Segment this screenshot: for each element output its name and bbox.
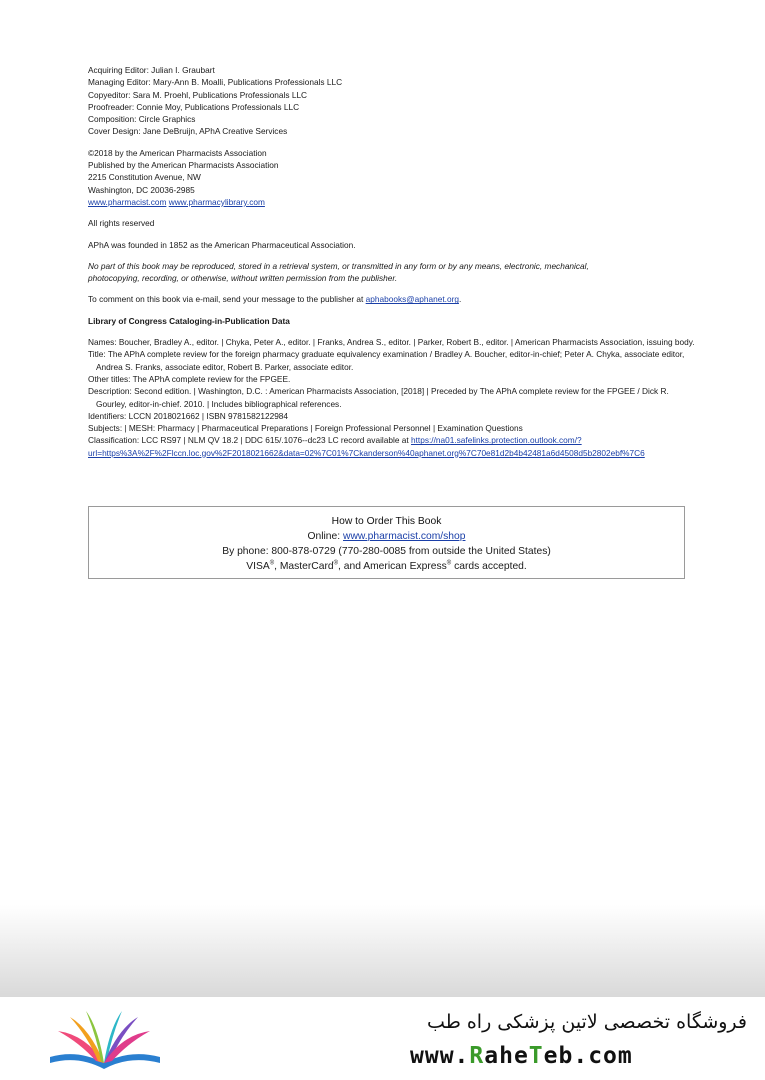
cip-description: Description: Second edition. | Washington, D.C. : American Pharmacists Association, [2018] | Preceded by The APhA complete review for the FPGEE / Dick R. Gourley, editor-in-chief. 2010. | Includes bibliographical references. (88, 386, 669, 409)
credit-line: Proofreader: Connie Moy, Publications Professionals LLC (88, 101, 300, 112)
cip-subjects: Subjects: | MESH: Pharmacy | Pharmaceutical Preparations | Foreign Professional Personnel | Examination Questions (88, 423, 523, 434)
copyright-page (88, 64, 698, 459)
comment-text: To comment on this book via e-mail, send your message to the publisher at (88, 294, 364, 305)
email-link[interactable]: aphabooks@aphanet.org (365, 294, 459, 305)
rights-text: All rights reserved (88, 218, 155, 229)
online-label: Online: (307, 531, 341, 542)
order-title: How to Order This Book (331, 516, 442, 527)
store-website (410, 1043, 633, 1069)
cip-other-titles: Other titles: The APhA complete review for the FPGEE. (88, 373, 291, 384)
cards-tail: cards accepted. (451, 561, 527, 572)
comment-line (88, 293, 698, 305)
store-name-persian: فروشگاه تخصصی لاتین پزشکی راه طب (427, 1011, 747, 1033)
publisher-line: ©2018 by the American Pharmacists Association (88, 147, 267, 158)
founded-text: APhA was founded in 1852 as the American Pharmaceutical Association. (88, 239, 356, 250)
notice-line: photocopying, recording, or otherwise, without written permission from the publisher. (88, 273, 398, 284)
publisher-line: 2215 Constitution Avenue, NW (88, 172, 201, 183)
credit-line: Cover Design: Jane DeBruijn, APhA Creative Services (88, 126, 288, 137)
cip-heading: Library of Congress Cataloging-in-Publication Data (88, 315, 290, 326)
cip-title: Title: The APhA complete review for the foreign pharmacy graduate equivalency examination / Bradley A. Boucher, editor-in-chief; Peter A. Chyka, associate editor, Andrea S. Franks, associate editor, Robert B. Parker, associate editor. (88, 349, 685, 372)
cip-identifiers: Identifiers: LCCN 2018021662 | ISBN 9781582122984 (88, 410, 289, 421)
order-info-box (88, 506, 685, 579)
period: . (458, 294, 462, 305)
cip-names: Names: Boucher, Bradley A., editor. | Chyka, Peter A., editor. | Franks, Andrea S., editor. | Parker, Robert B., editor. | American Pharmacists Association, issuing body. (88, 337, 695, 348)
reproduction-notice (88, 260, 698, 285)
cip-block (88, 336, 698, 459)
site-prefix: www. (410, 1043, 470, 1069)
store-banner[interactable] (0, 997, 765, 1080)
publisher-block (88, 147, 698, 208)
credit-line: Managing Editor: Mary-Ann B. Moalli, Publications Professionals LLC (88, 77, 343, 88)
visa-text: VISA (246, 561, 270, 572)
mastercard-text: , MasterCard (274, 561, 334, 572)
credit-line: Copyeditor: Sara M. Proehl, Publications Professionals LLC (88, 89, 308, 100)
open-book-logo-icon (40, 1005, 170, 1073)
credits-block (88, 64, 698, 138)
publisher-links (88, 196, 698, 208)
site-accent: R (469, 1043, 485, 1069)
shop-link[interactable]: www.pharmacist.com/shop (343, 531, 466, 542)
reg-mark: ® (333, 560, 339, 567)
site-accent: T (528, 1043, 544, 1069)
notice-line: No part of this book may be reproduced, stored in a retrieval system, or transmitted in any form or by any means, electronic, mechanical, (88, 260, 589, 271)
lccn-url-link[interactable]: url=https%3A%2F%2Flccn.loc.gov%2F2018021662&data=02%7C01%7Ckanderson%40aphanet.org%7C70e81d2b4b42481a6d4508d5b2802ebf%7C6 (88, 447, 645, 458)
order-phone: By phone: 800-878-0729 (770-280-0085 from outside the United States) (222, 546, 551, 557)
classification-text: Classification: LCC RS97 | NLM QV 18.2 | DDC 615/.1076--dc23 LC record available at (88, 435, 409, 446)
site-mid: ahe (484, 1043, 529, 1069)
order-cards (89, 559, 684, 574)
order-online (89, 529, 684, 544)
publisher-line: Published by the American Pharmacists Association (88, 160, 279, 171)
safelinks-link[interactable]: https://na01.safelinks.protection.outlook.com/? (410, 435, 582, 446)
footer-shadow (0, 905, 765, 997)
publisher-line: Washington, DC 20036-2985 (88, 184, 195, 195)
credit-line: Acquiring Editor: Julian I. Graubart (88, 65, 215, 75)
site-suffix: eb.com (543, 1043, 633, 1069)
reg-mark: ® (269, 560, 275, 567)
cip-classification-url (88, 447, 698, 459)
credit-line: Composition: Circle Graphics (88, 114, 196, 125)
pharmacist-link[interactable]: www.pharmacist.com (88, 196, 167, 207)
reg-mark: ® (446, 560, 452, 567)
pharmacylibrary-link[interactable]: www.pharmacylibrary.com (168, 196, 265, 207)
cip-classification (88, 434, 698, 446)
amex-text: , and American Express (338, 561, 447, 572)
